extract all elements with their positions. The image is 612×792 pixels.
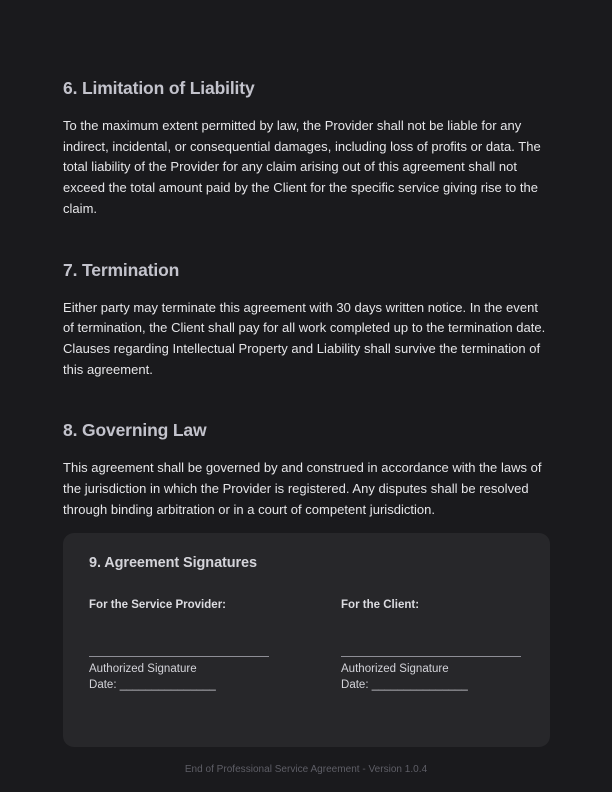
signature-block-provider: [89, 599, 269, 691]
signature-party-label: For the Client:: [341, 599, 420, 612]
section-heading: 6. Limitation of Liability: [63, 78, 255, 98]
section-governing-law: [63, 380, 549, 520]
section-termination: [63, 220, 549, 381]
page-footer: End of Professional Service Agreement - Version 1.0.4: [184, 764, 428, 775]
section-body: Either party may terminate this agreement with 30 days written notice. In the event of termination, the Client shall pay for all work completed up to the termination date. Clauses regarding Intellectual Property and Liability shall survive the termination of this agreement.: [63, 299, 546, 377]
signature-caption: Authorized Signature: [89, 663, 197, 676]
signature-date-field[interactable]: Date: _______________: [341, 679, 468, 692]
signature-caption: Authorized Signature: [341, 663, 449, 676]
section-limitation-of-liability: [63, 0, 549, 220]
signature-card-heading: 9. Agreement Signatures: [89, 555, 257, 571]
signature-date-field[interactable]: Date: _______________: [89, 679, 216, 692]
signature-columns: [89, 599, 524, 691]
signature-card: [63, 533, 550, 747]
section-heading: 7. Termination: [63, 259, 180, 280]
signature-party-label: For the Service Provider:: [89, 599, 227, 612]
section-heading: 8. Governing Law: [63, 420, 207, 441]
signature-line[interactable]: [341, 656, 521, 657]
signature-block-client: [341, 599, 521, 691]
section-body: This agreement shall be governed by and construed in accordance with the laws of the jurisdiction in which the Provider is registered. Any disputes shall be resolved through binding arbitration or in a court of competent jurisdiction.: [63, 460, 542, 517]
section-body: To the maximum extent permitted by law, the Provider shall not be liable for any indirect, incidental, or consequential damages, including loss of profits or data. The total liability of the Provider for any claim arising out of this agreement shall not exceed the total amount paid by the Client for the specific service giving rise to the claim.: [63, 118, 541, 216]
signature-line[interactable]: [89, 656, 269, 657]
